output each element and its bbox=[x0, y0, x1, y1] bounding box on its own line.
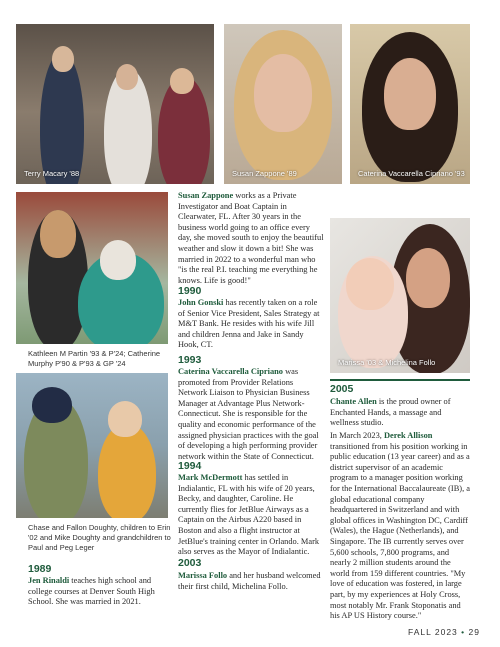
caption-susan: Susan Zappone '89 bbox=[232, 169, 297, 178]
footer-issue: FALL 2023 bbox=[407, 627, 458, 637]
footer-separator: • bbox=[461, 627, 466, 637]
text-marissa: and her husband welcomed their first child, Michelina Follo. bbox=[178, 571, 321, 591]
caption-kathleen: Kathleen M Partin '93 & P'24; Catherine Murphy P'90 & P'93 & GP '24 bbox=[28, 349, 161, 368]
text-susan: works as a Private Investigator and Boat Captain in Clearwater, FL. After 30 years in the business world going to an office every day, she moved south to enjoy the beautiful weather and slow it down a bit! She was married in 2022 to a wonderful man who "is the real P.I. teaching me everything he knows. Life is good!" bbox=[178, 191, 324, 285]
footer-page-number: 29 bbox=[468, 627, 480, 637]
entry-marissa-follo bbox=[178, 571, 324, 592]
entry-mark-mcdermott bbox=[178, 473, 324, 558]
photo-chase-fallon-doughty bbox=[16, 373, 168, 518]
name-john: John Gonski bbox=[178, 298, 224, 307]
text-chante: is the proud owner of Enchanted Hands, a massage and wellness studio. bbox=[330, 397, 451, 428]
pre-derek: In March 2023, bbox=[330, 431, 384, 440]
caption-caterina: Caterina Vaccarella Cipriano '93 bbox=[358, 169, 465, 178]
caption-marissa: Marissa '03 & Michelina Follo bbox=[338, 358, 436, 367]
photo-susan-zappone bbox=[224, 24, 342, 184]
caption-terry: Terry Macary '88 bbox=[24, 169, 80, 178]
year-2005: 2005 bbox=[330, 383, 354, 395]
year-1990: 1990 bbox=[178, 285, 202, 297]
entry-jen-rinaldi bbox=[28, 576, 174, 608]
photo-marissa-michelina-follo bbox=[330, 218, 470, 373]
entry-caterina-cipriano bbox=[178, 367, 324, 462]
text-derek: transitioned from his position working in public education (13 year career) and as a district supervisor of an academic program to a manager position working for the International Baccalaureate (IB), a global educational company headquartered in Switzerland and with global offices in Washington DC, Cardiff (Wales), the Hague (Netherlands), and Singapore. The IB currently serves over 5,600 schools, 7,800 programs, and nearly 2 million students around the world from 159 different countries. "My love of education was fostered, in large part, by my experiences at Holy Cross, most notably Mr. Frank Stoponatis and his AP US History course." bbox=[330, 441, 470, 621]
photo-kathleen-partin bbox=[16, 192, 168, 344]
photo-caterina-cipriano bbox=[350, 24, 470, 184]
entry-derek-allison bbox=[330, 431, 472, 622]
text-mark: has settled in Indialantic, FL with his wife of 20 years, Becky, and daughter, Caroline. He currently flies for JetBlue Airways as a Captain on the Airbus A220 based in Boston and also a flight instructor at JetBlue's training center in Orlando. Mark also serves as the Mayor of Indialantic. bbox=[178, 473, 320, 557]
year-1994: 1994 bbox=[178, 460, 202, 472]
name-marissa: Marissa Follo bbox=[178, 571, 228, 580]
entry-susan-zappone bbox=[178, 191, 324, 286]
name-susan: Susan Zappone bbox=[178, 191, 234, 200]
year-1989: 1989 bbox=[28, 563, 52, 575]
entry-john-gonski bbox=[178, 298, 324, 351]
name-jen: Jen Rinaldi bbox=[28, 576, 70, 585]
text-caterina: was promoted from Provider Relations Network Liaison to Physician Business Manager at Advantage Plus Network-Connecticut. She is responsible for the quality and economic performance of the assigned physician practices with the goal of developing a high performing provider network within the State of Connecticut. bbox=[178, 367, 319, 461]
name-chante: Chante Allen bbox=[330, 397, 377, 406]
page-footer bbox=[408, 627, 480, 637]
text-john: has recently taken on a role of Senior Vice President, Sales Strategy at M&T Bank. He resides with his wife Jill and children Jenna and Jake in Sandy Hook, CT. bbox=[178, 298, 320, 350]
year-1993: 1993 bbox=[178, 354, 202, 366]
caption-chase: Chase and Fallon Doughty, children to Erin '02 and Mike Doughty and grandchildren to Paul and Peg Leger bbox=[28, 523, 171, 552]
section-rule-2005 bbox=[330, 379, 470, 381]
year-2003: 2003 bbox=[178, 557, 202, 569]
name-mark: Mark McDermott bbox=[178, 473, 243, 482]
name-derek: Derek Allison bbox=[383, 431, 433, 440]
name-caterina: Caterina Vaccarella Cipriano bbox=[178, 367, 283, 376]
text-jen: teaches high school and college courses at Denver South High School. She was married in 2021. bbox=[28, 576, 155, 607]
entry-chante-allen bbox=[330, 397, 472, 429]
photo-terry-macary bbox=[16, 24, 214, 184]
